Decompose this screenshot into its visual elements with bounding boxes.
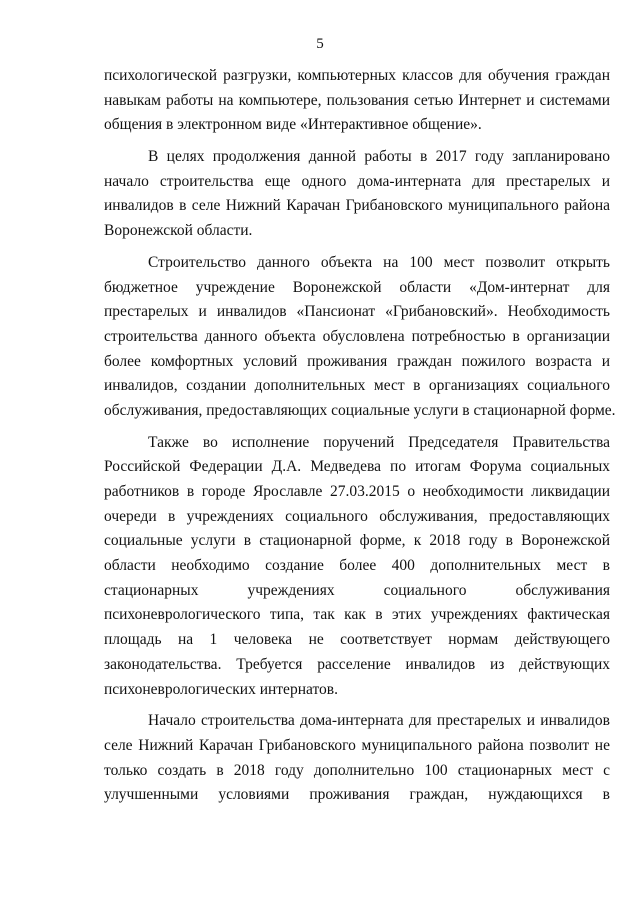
text-line: Начало строительства дома-интерната для престарелых и инвалидов	[148, 712, 610, 730]
text-line: очереди в учреждениях социального обслуживания, предоставляющих	[104, 507, 610, 525]
text-line: общения в электронном виде «Интерактивное общение».	[104, 116, 482, 134]
text-line: стационарных учреждениях социального обслуживания	[104, 581, 610, 599]
text-line: инвалидов в селе Нижний Карачан Грибановского муниципального района	[104, 197, 610, 215]
text-line: начало строительства еще одного дома-интерната для престарелых и	[104, 172, 610, 190]
text-line: только создать в 2018 году дополнительно 100 стационарных мест с	[104, 761, 610, 779]
text-line: работников в городе Ярославле 27.03.2015 о необходимости ликвидации	[104, 483, 610, 500]
document-body	[104, 64, 616, 808]
text-line: психологической разгрузки, компьютерных классов для обучения граждан	[104, 67, 610, 84]
text-line: психоневрологического типа, так как в этих учреждениях фактическая	[104, 606, 610, 624]
text-line: области необходимо создание более 400 дополнительных мест в	[104, 557, 610, 575]
text-line: строительства данного объекта обусловлена потребностью в организации	[104, 327, 610, 345]
text-line: более комфортных условий проживания граждан пожилого возраста и	[104, 352, 610, 370]
text-line: инвалидов, создании дополнительных мест в организациях социального	[104, 377, 610, 395]
text-line: В целях продолжения данной работы в 2017 году запланировано	[148, 148, 610, 166]
text-line: социальные услуги в стационарной форме, к 2018 году в Воронежской	[104, 532, 610, 550]
text-line: престарелых и инвалидов «Пансионат «Грибановский». Необходимость	[104, 303, 610, 321]
text-line: Российской Федерации Д.А. Медведева по итогам Форума социальных	[104, 458, 610, 476]
text-line: обслуживания, предоставляющих социальные услуги в стационарной форме.	[104, 401, 616, 419]
text-line: селе Нижний Карачан Грибановского муниципального района позволит не	[104, 736, 610, 754]
text-line: бюджетное учреждение Воронежской области «Дом-интернат для	[104, 278, 610, 296]
text-line: психоневрологических интернатов.	[104, 680, 338, 698]
text-line: навыкам работы на компьютере, пользования сетью Интернет и системами	[104, 91, 610, 109]
text-line: Также во исполнение поручений Председателя Правительства	[148, 433, 610, 451]
text-line: Воронежской области.	[104, 222, 253, 240]
page-number: 5	[316, 36, 324, 52]
text-line: площадь на 1 человека не соответствует нормам действующего	[104, 631, 610, 649]
text-line: улучшенными условиями проживания граждан, нуждающихся в	[104, 786, 610, 804]
text-line: законодательства. Требуется расселение инвалидов из действующих	[104, 655, 610, 673]
text-line: Строительство данного объекта на 100 мест позволит открыть	[148, 253, 610, 271]
